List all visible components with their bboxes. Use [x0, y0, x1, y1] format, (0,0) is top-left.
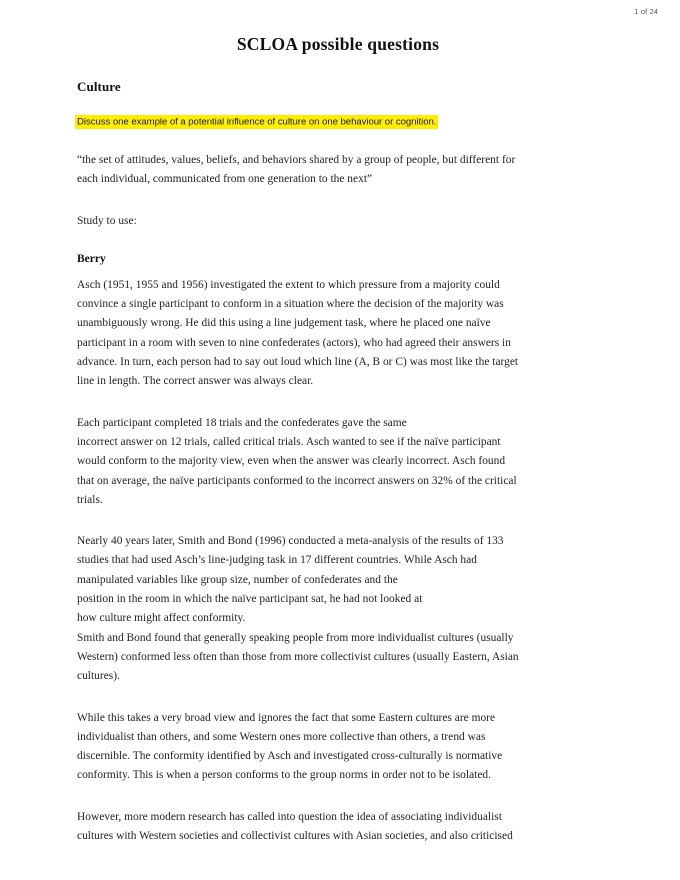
asch-line-4: participant in a room with seven to nine confederates (actors), who had agreed their answers in [77, 336, 511, 349]
page-title: SCLOA possible questions [236, 34, 440, 54]
trials-line-4: that on average, the naïve participants conformed to the incorrect answers on 32% of the critical [77, 474, 517, 487]
definition-line-2: each individual, communicated from one generation to the next” [77, 173, 373, 186]
paragraph-broad-view [77, 709, 599, 786]
smith-bond-line-5: how culture might affect conformity. [77, 612, 246, 625]
broad-view-line-1: While this takes a very broad view and ignores the fact that some Eastern cultures are more [77, 711, 496, 724]
highlighted-question [77, 114, 599, 129]
smith-bond-line-1: Nearly 40 years later, Smith and Bond (1996) conducted a meta-analysis of the results of 133 [77, 535, 504, 548]
study-to-use-label: Study to use: [77, 214, 137, 227]
smith-bond-line-3: manipulated variables like group size, number of confederates and the [77, 573, 398, 586]
asch-line-1: Asch (1951, 1955 and 1956) investigated the extent to which pressure from a majority could [77, 278, 500, 291]
trials-line-2: incorrect answer on 12 trials, called critical trials. Asch wanted to see if the naïve participant [77, 435, 501, 448]
broad-view-line-2: individualist than others, and some Western ones more collective than others, a trend was [77, 730, 486, 743]
smith-bond-line-6: Smith and Bond found that generally speaking people from more individualist cultures (usually [77, 631, 514, 644]
definition-line-1: “the set of attitudes, values, beliefs, and behaviors shared by a group of people, but different for [77, 154, 516, 166]
page-indicator: 1 of 24 [634, 7, 658, 16]
trials-line-3: would conform to the majority view, even when the answer was clearly incorrect. Asch found [77, 455, 506, 468]
trials-line-5: trials. [77, 493, 103, 506]
broad-view-line-4: conformity. This is when a person conforms to the group norms in order not to be isolated. [77, 769, 492, 782]
paragraph-modern-research [77, 808, 599, 847]
smith-bond-line-2: studies that had used Asch’s line-judging task in 17 different countries. While Asch had [77, 554, 477, 567]
modern-research-line-2: cultures with Western societies and collectivist cultures with Asian societies, and also criticised [77, 830, 513, 843]
smith-bond-line-7: Western) conformed less often than those from more collectivist cultures (usually Eastern, Asian [77, 650, 519, 663]
paragraph-asch-study [77, 276, 599, 392]
modern-research-line-1: However, more modern research has called into question the idea of associating individualist [77, 810, 502, 823]
section-heading-culture: Culture [77, 79, 121, 94]
smith-bond-line-4: position in the room in which the naïve participant sat, he had not looked at [77, 593, 423, 606]
asch-line-2: convince a single participant to conform in a situation where the decision of the majority was [77, 298, 504, 311]
paragraph-trials [77, 414, 599, 510]
paragraph-smith-bond [77, 532, 599, 686]
highlighted-question-text: Discuss one example of a potential influence of culture on one behaviour or cognition. [77, 116, 437, 127]
trials-line-1: Each participant completed 18 trials and the confederates gave the same [77, 416, 407, 429]
asch-line-3: unambiguously wrong. He did this using a line judgement task, where he placed one naïve [77, 317, 491, 330]
broad-view-line-3: discernible. The conformity identified by Asch and investigated cross-culturally is normative [77, 750, 503, 763]
asch-line-5: advance. In turn, each person had to say out loud which line (A, B or C) was most like the target [77, 356, 519, 369]
paragraph-study-to-use [77, 212, 599, 231]
document-content [77, 34, 599, 846]
asch-line-6: line in length. The correct answer was always clear. [77, 375, 314, 388]
sub-heading-berry: Berry [77, 252, 106, 265]
smith-bond-line-8: cultures). [77, 670, 120, 683]
paragraph-culture-definition [77, 151, 599, 190]
